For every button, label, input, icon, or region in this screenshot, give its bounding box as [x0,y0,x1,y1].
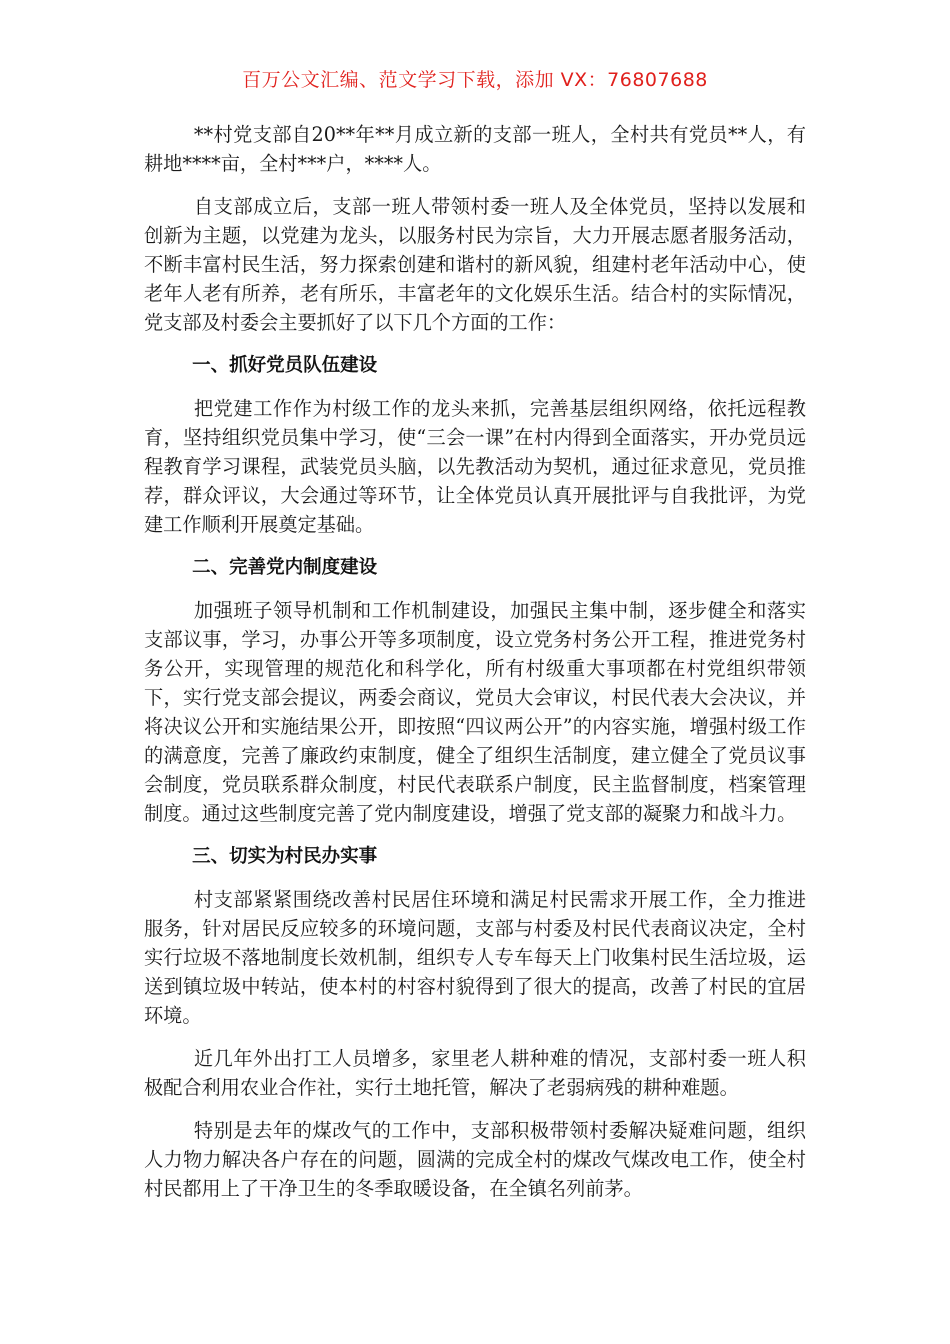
section-1-paragraph: 把党建工作作为村级工作的龙头来抓，完善基层组织网络，依托远程教育，坚持组织党员集中学习，使“三会一课”在村内得到全面落实，开办党员远程教育学习课程，武装党员头脑，以先教活动为契机，通过征求意见，党员推荐，群众评议，大会通过等环节，让全体党员认真开展批评与自我批评，为党建工作顺利开展奠定基础。 [144,397,806,536]
section-heading-3: 三、切实为村民办实事 [192,846,378,867]
section-3-paragraph-2: 近几年外出打工人员增多，家里老人耕种难的情况，支部村委一班人积极配合利用农业合作社，实行土地托管，解决了老弱病残的耕种难题。 [144,1047,806,1099]
header-banner: 百万公文汇编、范文学习下载，添加 VX：76807688 [242,69,708,91]
section-heading-1: 一、抓好党员队伍建设 [192,355,378,376]
document-body [144,120,806,1217]
overview-paragraph: 自支部成立后，支部一班人带领村委一班人及全体党员，坚持以发展和创新为主题，以党建为龙头，以服务村民为宗旨，大力开展志愿者服务活动，不断丰富村民生活，努力探索创建和谐村的新风貌，组建村老年活动中心，使老年人老有所养，老有所乐，丰富老年的文化娱乐生活。结合村的实际情况，党支部及村委会主要抓好了以下几个方面的工作： [144,195,806,334]
section-3-paragraph-3: 特别是去年的煤改气的工作中，支部积极带领村委解决疑难问题，组织人力物力解决各户存在的问题，圆满的完成全村的煤改气煤改电工作，使全村村民都用上了干净卫生的冬季取暖设备，在全镇名列前茅。 [144,1119,806,1200]
section-3-paragraph-1: 村支部紧紧围绕改善村民居住环境和满足村民需求开展工作，全力推进服务，针对居民反应较多的环境问题，支部与村委及村民代表商议决定，全村实行垃圾不落地制度长效机制，组织专人专车每天上门收集村民生活垃圾，运送到镇垃圾中转站，使本村的村容村貌得到了很大的提高，改善了村民的宜居环境。 [144,888,806,1027]
intro-paragraph: **村党支部自20**年**月成立新的支部一班人，全村共有党员**人，有耕地****亩，全村***户，****人。 [144,123,806,175]
section-heading-2: 二、完善党内制度建设 [192,557,378,578]
section-2-paragraph: 加强班子领导机制和工作机制建设，加强民主集中制，逐步健全和落实支部议事，学习，办事公开等多项制度，设立党务村务公开工程，推进党务村务公开，实现管理的规范化和科学化，所有村级重大事项都在村党组织带领下，实行党支部会提议，两委会商议，党员大会审议，村民代表大会决议，并将决议公开和实施结果公开，即按照“四议两公开”的内容实施，增强村级工作的满意度，完善了廉政约束制度，健全了组织生活制度，建立健全了党员议事会制度，党员联系群众制度，村民代表联系户制度，民主监督制度，档案管理制度。通过这些制度完善了党内制度建设，增强了党支部的凝聚力和战斗力。 [144,599,806,825]
